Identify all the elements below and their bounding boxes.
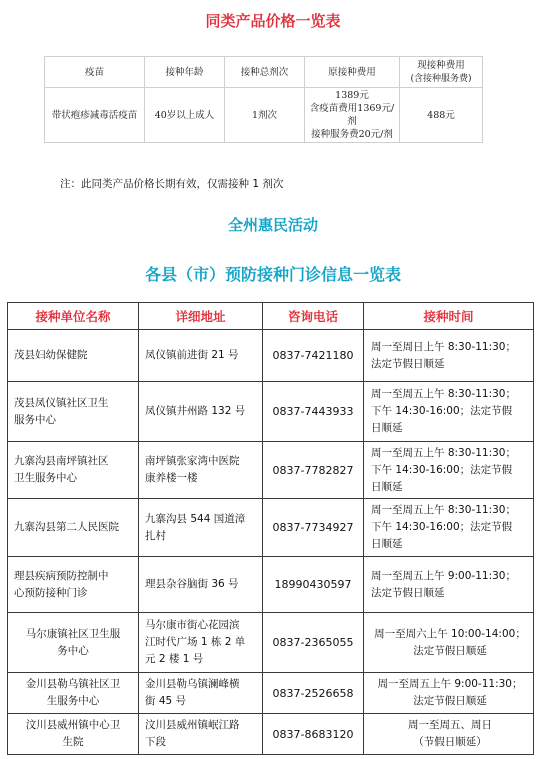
header-hours: 接种时间 (364, 303, 534, 330)
cell-age: 40岁以上成人 (145, 88, 225, 143)
price-table-header-row (45, 57, 483, 88)
header-address: 详细地址 (139, 303, 263, 330)
price-table-row (45, 88, 483, 143)
hours-line: 周一至周五上午 8:30-11:30； (371, 504, 516, 516)
hours-line: 日顺延 (371, 538, 403, 550)
hours-line: （节假日顺延） (413, 736, 487, 748)
address-line: 街 45 号 (145, 695, 187, 707)
header-unit-name: 接种单位名称 (8, 303, 139, 330)
unit-name-line: 生院 (62, 736, 84, 748)
hours-line: 周一至周六上午 10:00-14:00； (374, 627, 526, 640)
original-service-fee: 接种服务费20元/剂 (311, 129, 393, 140)
phone: 0837-7734927 (263, 499, 364, 557)
address-line: 下段 (145, 736, 166, 748)
header-original-fee: 原接种费用 (305, 57, 400, 88)
unit-name-line: 茂县凤仪镇社区卫生 (14, 396, 109, 409)
hours-line: 下午 14:30-16:00；法定节假 (371, 521, 513, 533)
hours-line: 周一至周五上午 8:30-11:30； (371, 388, 516, 400)
hours-line: 法定节假日顺延 (413, 695, 487, 707)
hours-line: 日顺延 (371, 480, 403, 493)
clinic-table-header-row (8, 303, 534, 330)
unit-name (8, 499, 139, 557)
price-table (44, 56, 483, 143)
address-line: 马尔康市街心花园滨 (145, 619, 240, 631)
hours-line: 周一至周五、周日 (408, 719, 492, 731)
original-total: 1389元 (335, 90, 369, 101)
cell-original-fee (305, 88, 400, 143)
price-table-title: 同类产品价格一览表 (205, 12, 341, 30)
hours-line: 周一至周日上午 8:30-11:30； (371, 340, 516, 353)
address-line: 元 2 楼 1 号 (145, 653, 204, 665)
cell-doses: 1剂次 (225, 88, 305, 143)
unit-name-line: 马尔康镇社区卫生服 (25, 627, 121, 640)
table-row (8, 499, 534, 557)
hours-line: 日顺延 (371, 422, 403, 434)
hours (364, 442, 534, 499)
phone: 0837-8683120 (263, 714, 364, 755)
phone: 0837-2365055 (263, 613, 364, 673)
header-current-fee-line2: (含接种服务费) (410, 73, 472, 84)
address (139, 613, 263, 673)
hours (364, 613, 534, 673)
address-line: 九寨沟县 544 国道漳 (145, 512, 246, 525)
table-row (8, 673, 534, 714)
hours-line: 下午 14:30-16:00；法定节假 (371, 405, 513, 417)
clinic-table-title: 各县（市）预防接种门诊信息一览表 (144, 265, 401, 284)
address-line: 金川县勒乌镇澜峰横 (145, 678, 240, 690)
unit-name-line: 服务中心 (14, 413, 56, 426)
address-line: 康养楼一楼 (145, 472, 198, 484)
header-current-fee (400, 57, 483, 88)
table-row (8, 330, 534, 382)
unit-name-line: 卫生服务中心 (14, 472, 77, 484)
table-row (8, 557, 534, 613)
address-line: 凤仪镇井州路 132 号 (145, 405, 246, 417)
unit-name (8, 673, 139, 714)
hours-line: 法定节假日顺延 (413, 644, 487, 657)
unit-name (8, 613, 139, 673)
phone: 18990430597 (263, 557, 364, 613)
unit-name (8, 714, 139, 755)
address-line: 凤仪镇前进街 21 号 (145, 349, 239, 361)
hours-line: 法定节假日顺延 (371, 586, 445, 599)
activity-title: 全州惠民活动 (227, 216, 318, 234)
hours-line: 周一至周五上午 8:30-11:30； (371, 446, 516, 459)
address (139, 557, 263, 613)
unit-name-line: 心预防接种门诊 (14, 586, 88, 599)
header-current-fee-line1: 现接种费用 (417, 59, 465, 71)
unit-name (8, 442, 139, 499)
hours (364, 557, 534, 613)
header-age: 接种年龄 (145, 57, 225, 88)
hours (364, 499, 534, 557)
address (139, 330, 263, 382)
table-row (8, 442, 534, 499)
address-line: 理县杂谷脑街 36 号 (145, 578, 239, 590)
table-row (8, 613, 534, 673)
original-vaccine-fee: 含疫苗费用1369元/剂 (309, 103, 395, 127)
hours-line: 周一至周五上午 9:00-11:30； (377, 678, 523, 690)
unit-name-line: 金川县勒乌镇社区卫 (25, 678, 121, 690)
clinic-table (7, 302, 534, 755)
header-doses: 接种总剂次 (225, 57, 305, 88)
address (139, 714, 263, 755)
table-row (8, 382, 534, 442)
phone: 0837-7421180 (263, 330, 364, 382)
header-phone: 咨询电话 (263, 303, 364, 330)
address (139, 382, 263, 442)
unit-name-line: 生服务中心 (46, 695, 100, 707)
phone: 0837-7443933 (263, 382, 364, 442)
table-row (8, 714, 534, 755)
hours-line: 周一至周五上午 9:00-11:30； (371, 569, 516, 582)
hours (364, 330, 534, 382)
unit-name-line: 九寨沟县南坪镇社区 (14, 455, 109, 467)
cell-current-fee: 488元 (400, 88, 483, 143)
unit-name (8, 557, 139, 613)
hours (364, 673, 534, 714)
unit-name-line: 理县疾病预防控制中 (14, 569, 109, 582)
price-note: 注：此同类产品价格长期有效，仅需接种 1 剂次 (60, 178, 284, 190)
cell-vaccine: 带状疱疹减毒活疫苗 (45, 88, 145, 143)
address (139, 673, 263, 714)
unit-name (8, 382, 139, 442)
unit-name-line: 九寨沟县第二人民医院 (14, 521, 119, 533)
hours-line: 法定节假日顺延 (371, 357, 445, 370)
unit-name-line: 茂县妇幼保健院 (14, 349, 88, 361)
address-line: 扎村 (145, 529, 166, 542)
address (139, 499, 263, 557)
unit-name-line: 务中心 (57, 644, 89, 657)
unit-name-line: 汶川县威州镇中心卫 (25, 719, 121, 731)
address-line: 汶川县威州镇岷江路 (145, 719, 240, 731)
hours (364, 382, 534, 442)
hours-line: 下午 14:30-16:00；法定节假 (371, 463, 513, 476)
hours (364, 714, 534, 755)
unit-name (8, 330, 139, 382)
address (139, 442, 263, 499)
address-line: 江时代广场 1 栋 2 单 (145, 636, 246, 648)
header-vaccine: 疫苗 (45, 57, 145, 88)
phone: 0837-2526658 (263, 673, 364, 714)
address-line: 南坪镇张家湾中医院 (145, 455, 240, 467)
phone: 0837-7782827 (263, 442, 364, 499)
